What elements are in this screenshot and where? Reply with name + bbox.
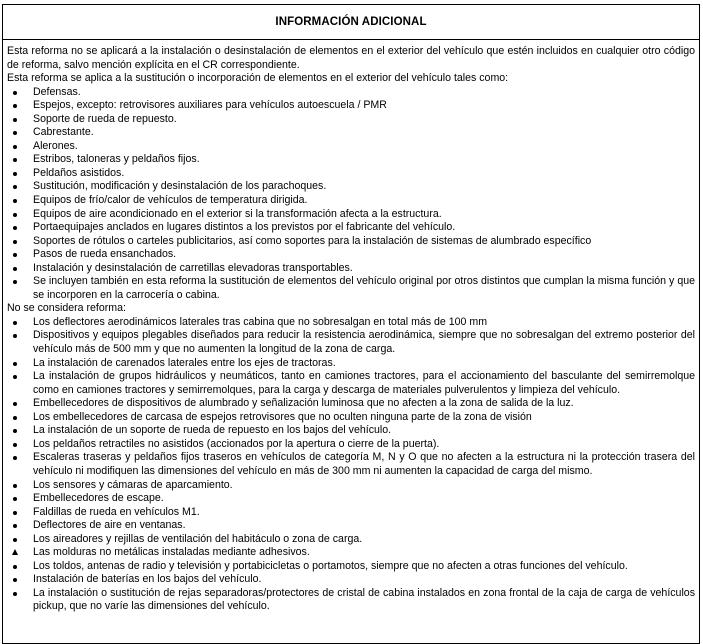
table-header: [3, 5, 699, 40]
list-item: Equipos de frío/calor de vehículos de temperatura dirigida.: [7, 194, 695, 208]
bullet-icon: [13, 578, 17, 582]
list-item: Se incluyen también en esta reforma la sustitución de elementos del vehículo original por otros distintos que cumplan la misma función y que se incorporen en la carrocería o cabina.: [7, 275, 695, 302]
list-item: Sustitución, modificación y desinstalación de los parachoques.: [7, 180, 695, 194]
bullet-icon: [13, 91, 17, 95]
list-item: Los toldos, antenas de radio y televisión y portabicicletas o portamotos, siempre que no afecten a otras funciones del vehículo.: [7, 560, 695, 574]
bullet-icon: [13, 118, 17, 122]
list-item: Deflectores de aire en ventanas.: [7, 519, 695, 533]
bullet-icon: [13, 511, 17, 515]
intro-paragraph-2: Esta reforma se aplica a la sustitución o incorporación de elementos en el exterior del vehículo tales como:: [7, 72, 509, 85]
bullet-icon: [13, 185, 17, 189]
list-item: Soportes de rótulos o carteles publicitarios, así como soportes para la instalación de sistemas de alumbrado específico: [7, 235, 695, 249]
list-item: Portaequipajes anclados en lugares distintos a los previstos por el fabricante del vehículo.: [7, 221, 695, 235]
bullet-icon: [13, 280, 17, 284]
bullet-icon: [13, 131, 17, 135]
intro-paragraph-1: Esta reforma no se aplicará a la instalación o desinstalación de elementos en el exterior del vehículo que estén incluidos en cualquier otro código de reforma, salvo mención explícita en el CR correspondiente.: [7, 45, 695, 71]
bullet-icon: [13, 226, 17, 230]
bullet-icon: [13, 497, 17, 501]
applies-list: [7, 86, 695, 303]
bullet-icon: [13, 321, 17, 325]
list-item: Instalación y desinstalación de carretillas elevadoras transportables.: [7, 262, 695, 276]
list-item: Dispositivos y equipos plegables diseñados para reducir la resistencia aerodinámica, siempre que no sobresalgan del extremo posterior del vehículo más de 500 mm y que no aumenten la longitud de la zona de carga.: [7, 329, 695, 356]
list-item: Los peldaños retractiles no asistidos (accionados por la apertura o cierre de la puerta).: [7, 438, 695, 452]
table-content: [3, 40, 699, 614]
not-considered-label: No se considera reforma:: [7, 302, 126, 315]
list-item: Los embellecedores de carcasa de espejos retrovisores que no oculten ninguna parte de la zona de visión: [7, 411, 695, 425]
bullet-icon: [13, 592, 17, 596]
bullet-icon: [13, 416, 17, 420]
list-item: Los deflectores aerodinámicos laterales tras cabina que no sobresalgan en total más de 100 mm: [7, 316, 695, 330]
list-item: Embellecedores de escape.: [7, 492, 695, 506]
bullet-icon: [13, 253, 17, 257]
list-item: Las molduras no metálicas instaladas mediante adhesivos.: [7, 546, 695, 560]
bullet-icon: [13, 145, 17, 149]
bullet-icon: [13, 456, 17, 460]
header-title: INFORMACIÓN ADICIONAL: [275, 16, 427, 28]
bullet-icon: [13, 429, 17, 433]
list-item: Alerones.: [7, 140, 695, 154]
bullet-icon: [13, 443, 17, 447]
bullet-icon: [13, 213, 17, 217]
list-item: Equipos de aire acondicionado en el exterior si la transformación afecta a la estructura.: [7, 208, 695, 222]
bullet-icon: [13, 375, 17, 379]
bullet-icon: [13, 158, 17, 162]
list-item: Estribos, taloneras y peldaños fijos.: [7, 153, 695, 167]
list-item: Defensas.: [7, 86, 695, 100]
list-item: La instalación o sustitución de rejas separadoras/protectores de cristal de cabina instalados en zona frontal de la caja de carga de vehículos pickup, que no varíe las dimensiones del vehículo.: [7, 587, 695, 614]
list-item: Cabrestante.: [7, 126, 695, 140]
list-item: La instalación de carenados laterales entre los ejes de tractoras.: [7, 357, 695, 371]
bullet-icon: [13, 240, 17, 244]
bullet-icon: [13, 172, 17, 176]
info-table: [2, 4, 700, 644]
bullet-icon: [13, 104, 17, 108]
list-item: La instalación de un soporte de rueda de repuesto en los bajos del vehículo.: [7, 424, 695, 438]
list-item: La instalación de grupos hidráulicos y neumáticos, tanto en camiones tractores, para el accionamiento del basculante del semirremolque como en camiones tractores y semirremolques, para la carga y descarga de materiales pulverulentos y limpieza del vehículo.: [7, 370, 695, 397]
list-item: Escaleras traseras y peldaños fijos traseros en vehículos de categoría M, N y O que no afecten a la estructura ni la protección trasera del vehículo ni modifiquen las dimensiones del vehículo en más de 300 mm ni aumenten la capacidad de carga del mismo.: [7, 451, 695, 478]
list-item: Soporte de rueda de repuesto.: [7, 113, 695, 127]
list-item: Faldillas de rueda en vehículos M1.: [7, 506, 695, 520]
list-item: Espejos, excepto: retrovisores auxiliares para vehículos autoescuela / PMR: [7, 99, 695, 113]
arrow-bullet-icon: [12, 549, 18, 555]
list-item: Los sensores y cámaras de aparcamiento.: [7, 479, 695, 493]
not-considered-list: [7, 316, 695, 614]
bullet-icon: [13, 524, 17, 528]
bullet-icon: [13, 538, 17, 542]
bullet-icon: [13, 362, 17, 366]
list-item: Pasos de rueda ensanchados.: [7, 248, 695, 262]
list-item: Instalación de baterías en los bajos del vehículo.: [7, 573, 695, 587]
list-item: Peldaños asistidos.: [7, 167, 695, 181]
bullet-icon: [13, 267, 17, 271]
bullet-icon: [13, 484, 17, 488]
bullet-icon: [13, 402, 17, 406]
bullet-icon: [13, 334, 17, 338]
bullet-icon: [13, 565, 17, 569]
list-item: Embellecedores de dispositivos de alumbrado y señalización luminosa que no afecten a la zona de salida de la luz.: [7, 397, 695, 411]
bullet-icon: [13, 199, 17, 203]
list-item: Los aireadores y rejillas de ventilación del habitáculo o zona de carga.: [7, 533, 695, 547]
